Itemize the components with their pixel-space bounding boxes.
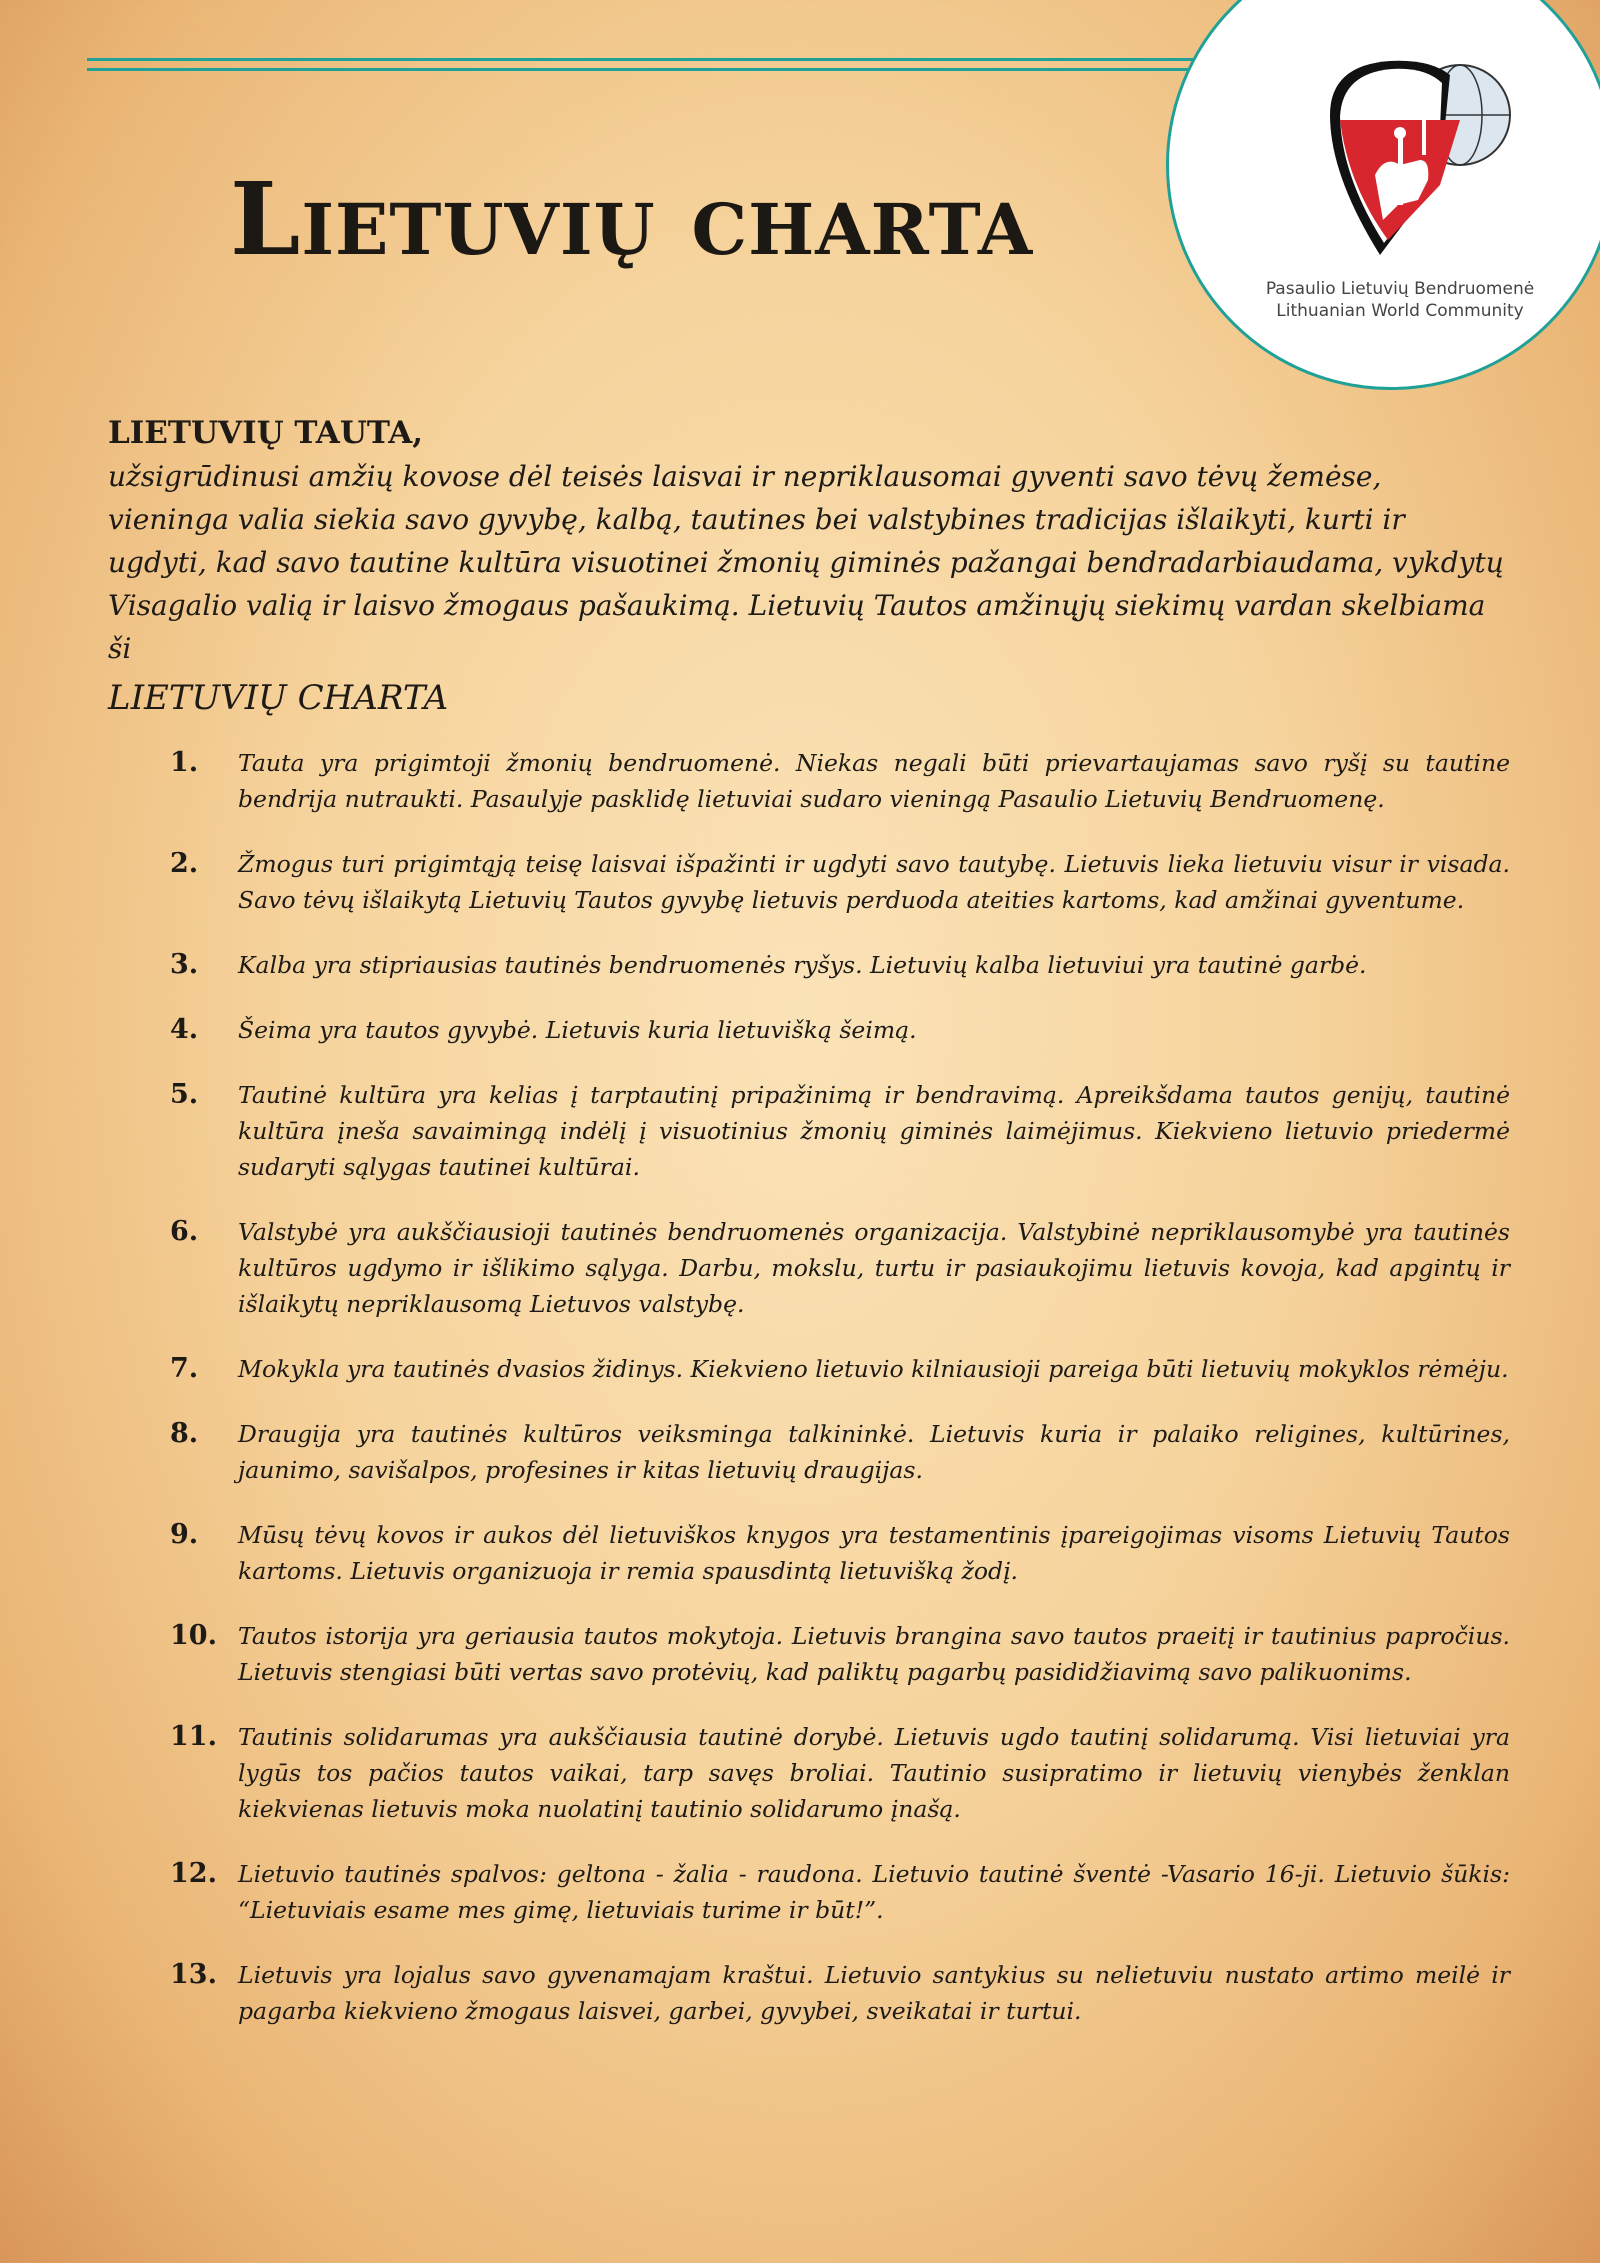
charter-article xyxy=(170,745,1510,817)
article-number: 5. xyxy=(170,1079,199,1110)
article-text: Lietuvio tautinės spalvos: geltona - žalia - raudona. Lietuvio tautinė šventė -Vasario 16-ji. Lietuvio šūkis: “Lietuviais esame mes gimę, lietuviais turime ir būt!”. xyxy=(238,1860,1510,1924)
charter-article xyxy=(170,1214,1510,1322)
charter-article xyxy=(170,846,1510,918)
article-text: Mūsų tėvų kovos ir aukos dėl lietuviškos knygos yra testamentinis įpareigojimas visoms Lietuvių Tautos kartoms. Lietuvis organizuoja ir remia spausdintą lietuvišką žodį. xyxy=(238,1521,1510,1585)
article-number: 11. xyxy=(170,1721,217,1752)
charter-article xyxy=(170,1719,1510,1827)
preamble-text: užsigrūdinusi amžių kovose dėl teisės laisvai ir nepriklausomai gyventi savo tėvų žemėse, vieninga valia siekia savo gyvybę, kalbą, tautines bei valstybines tradicijas išlaikyti, kurti ir ugdyti, kad savo tautine kultūra visuotinei žmonių giminės pažangai bendradarbiaudama, vykdytų Visagalio valią ir laisvo žmogaus pašaukimą. Lietuvių Tautos amžinųjų siekimų vardan skelbiama ši xyxy=(108,460,1504,665)
article-number: 10. xyxy=(170,1620,217,1651)
logo-caption-en: Lithuanian World Community xyxy=(1276,301,1524,321)
charter-article xyxy=(170,1957,1510,2029)
charter-article xyxy=(170,1618,1510,1690)
article-text: Draugija yra tautinės kultūros veiksminga talkininkė. Lietuvis kuria ir palaiko religines, kultūrines, jaunimo, savišalpos, profesines ir kitas lietuvių draugijas. xyxy=(238,1420,1510,1484)
article-text: Valstybė yra aukščiausioji tautinės bendruomenės organizacija. Valstybinė nepriklausomybė yra tautinės kultūros ugdymo ir išlikimo sąlyga. Darbu, mokslu, turtu ir pasiaukojimu lietuvis kovoja, kad apgintų ir išlaikytų nepriklausomą Lietuvos valstybę. xyxy=(238,1218,1510,1318)
charter-articles xyxy=(170,745,1510,2058)
article-number: 6. xyxy=(170,1216,199,1247)
charter-article xyxy=(170,1856,1510,1928)
page-title: Lietuvių charta xyxy=(230,160,1034,278)
article-text: Lietuvis yra lojalus savo gyvenamajam kraštui. Lietuvio santykius su nelietuviu nustato artimo meilė ir pagarba kiekvieno žmogaus laisvei, garbei, gyvybei, sveikatai ir turtui. xyxy=(238,1961,1510,2025)
charter-subheading: LIETUVIŲ CHARTA xyxy=(108,678,449,718)
article-number: 2. xyxy=(170,848,199,879)
preamble xyxy=(108,415,1508,718)
charter-article xyxy=(170,1012,1510,1048)
article-text: Tautinis solidarumas yra aukščiausia tautinė dorybė. Lietuvis ugdo tautinį solidarumą. Visi lietuviai yra lygūs tos pačios tautos vaikai, tarp savęs broliai. Tautinio susipratimo ir lietuvių vienybės ženklan kiekvienas lietuvis moka nuolatinį tautinio solidarumo įnašą. xyxy=(238,1723,1510,1823)
world-community-logo-icon xyxy=(1320,55,1520,275)
logo-caption-lt: Pasaulio Lietuvių Bendruomenė xyxy=(1265,279,1535,299)
charter-article xyxy=(170,1077,1510,1185)
article-text: Mokykla yra tautinės dvasios židinys. Kiekvieno lietuvio kilniausioji pareiga būti lietuvių mokyklos rėmėju. xyxy=(238,1355,1509,1383)
header-rule-bottom xyxy=(87,68,1220,71)
logo-caption xyxy=(1230,278,1570,322)
charter-article xyxy=(170,1351,1510,1387)
article-number: 1. xyxy=(170,747,199,778)
charter-article xyxy=(170,947,1510,983)
article-text: Tautos istorija yra geriausia tautos mokytoja. Lietuvis brangina savo tautos praeitį ir tautinius papročius. Lietuvis stengiasi būti vertas savo protėvių, kad paliktų pagarbų pasididžiavimą savo palikuonims. xyxy=(238,1622,1510,1686)
article-text: Tauta yra prigimtoji žmonių bendruomenė. Niekas negali būti prievartaujamas savo ryšį su tautine bendrija nutraukti. Pasaulyje pasklidę lietuviai sudaro vieningą Pasaulio Lietuvių Bendruomenę. xyxy=(238,749,1510,813)
article-number: 3. xyxy=(170,949,199,980)
charter-article xyxy=(170,1517,1510,1589)
article-number: 7. xyxy=(170,1353,199,1384)
article-number: 12. xyxy=(170,1858,217,1889)
preamble-heading: LIETUVIŲ TAUTA, xyxy=(108,415,424,451)
article-number: 9. xyxy=(170,1519,199,1550)
article-number: 4. xyxy=(170,1014,199,1045)
header-rule-top xyxy=(87,58,1220,61)
article-text: Šeima yra tautos gyvybė. Lietuvis kuria lietuvišką šeimą. xyxy=(238,1016,917,1044)
article-number: 8. xyxy=(170,1418,199,1449)
article-text: Žmogus turi prigimtąją teisę laisvai išpažinti ir ugdyti savo tautybę. Lietuvis lieka lietuviu visur ir visada. Savo tėvų išlaikytą Lietuvių Tautos gyvybę lietuvis perduoda ateities kartoms, kad amžinai gyventume. xyxy=(238,850,1510,914)
article-text: Kalba yra stipriausias tautinės bendruomenės ryšys. Lietuvių kalba lietuviui yra tautinė garbė. xyxy=(238,951,1367,979)
article-number: 13. xyxy=(170,1959,217,1990)
charter-article xyxy=(170,1416,1510,1488)
article-text: Tautinė kultūra yra kelias į tarptautinį pripažinimą ir bendravimą. Apreikšdama tautos genijų, tautinė kultūra įneša savaimingą indėlį į visuotinius žmonių giminės laimėjimus. Kiekvieno lietuvio priedermė sudaryti sąlygas tautinei kultūrai. xyxy=(238,1081,1510,1181)
